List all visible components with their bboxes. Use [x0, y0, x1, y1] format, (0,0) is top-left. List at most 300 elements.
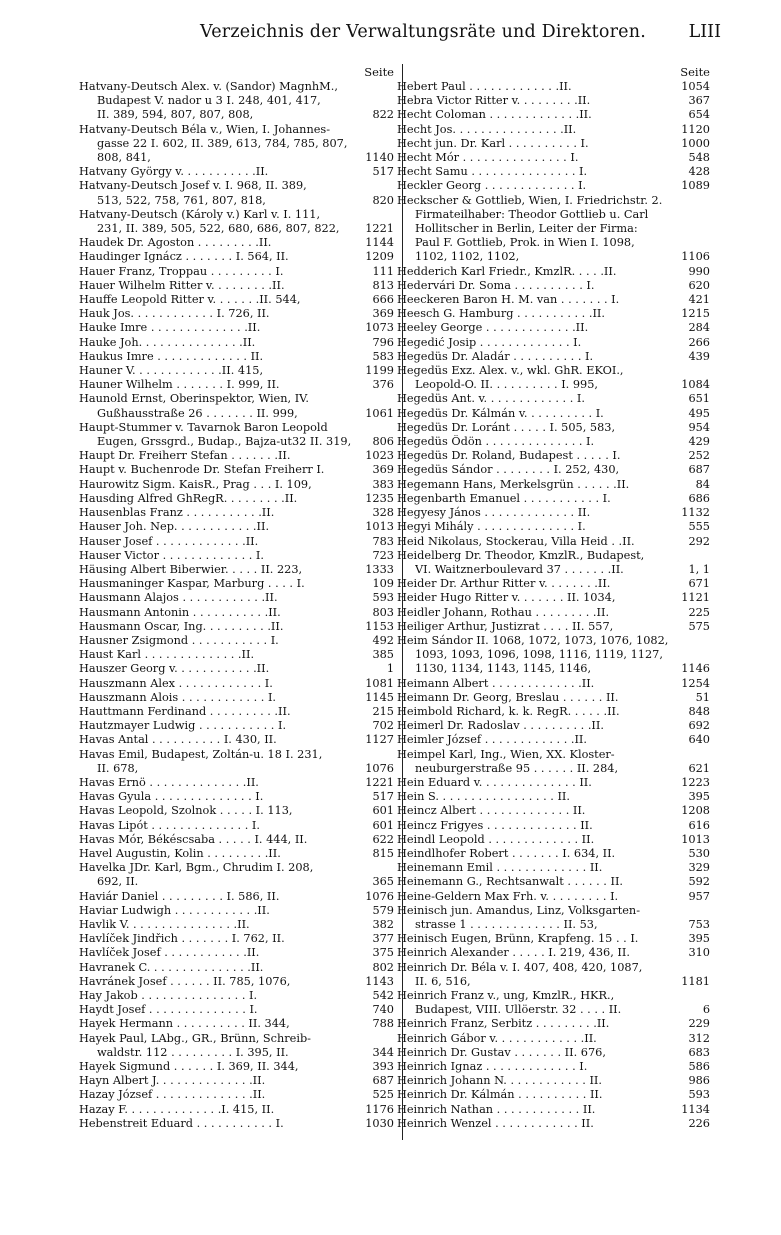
entry-text: Havel Augustin, Kolin . . . . . . . . .II. — [79, 846, 281, 860]
index-entry — [397, 875, 710, 889]
index-entry — [397, 194, 710, 265]
entry-line — [79, 563, 394, 577]
index-entry — [79, 719, 394, 733]
index-entry — [397, 279, 710, 293]
entry-line — [79, 946, 394, 960]
entry-line — [397, 918, 710, 932]
entry-page-ref: 687 — [688, 463, 710, 477]
entry-text: Hauer Wilhelm Ritter v. . . . . . . . .II. — [79, 278, 285, 292]
entry-page-ref — [676, 961, 710, 975]
entry-line — [79, 250, 394, 264]
index-entry — [397, 535, 710, 549]
entry-text: Heiliger Arthur, Justizrat . . . . II. 557, — [397, 619, 614, 633]
entry-line — [397, 563, 710, 577]
index-entry — [397, 620, 710, 634]
entry-line — [397, 989, 710, 1003]
entry-text: Hauszer Georg v. . . . . . . . . . . .II. — [79, 662, 270, 676]
entry-text: Haupt-Stummer v. Tavarnok Baron Leopold — [79, 420, 328, 434]
entry-line — [79, 1088, 394, 1102]
entry-text: Haudek Dr. Agoston . . . . . . . . .II. — [79, 236, 272, 250]
index-entry — [397, 492, 710, 506]
entry-text: Hausner Zsigmond . . . . . . . . . . . I. — [79, 633, 279, 647]
index-entry — [397, 293, 710, 307]
entry-page-ref: 367 — [688, 94, 710, 108]
index-entry — [397, 861, 710, 875]
entry-text: Hausmaninger Kaspar, Marburg . . . . I. — [79, 577, 305, 591]
entry-text: Hein S. . . . . . . . . . . . . . . . . II. — [397, 790, 570, 804]
entry-text: Hebra Victor Ritter v. . . . . . . . .II. — [397, 94, 591, 108]
index-entry — [397, 705, 710, 719]
entry-page-ref: 1073 — [365, 321, 394, 335]
entry-line — [79, 279, 394, 293]
entry-text: Leopold-O. II. . . . . . . . . . I. 995, — [415, 378, 599, 392]
entry-page-ref: 393 — [372, 1060, 394, 1074]
entry-text: 692, II. — [97, 875, 139, 889]
entry-line — [397, 336, 710, 350]
entry-line — [397, 478, 710, 492]
entry-line — [79, 520, 394, 534]
entry-text: Heindl Leopold . . . . . . . . . . . . . II. — [397, 832, 595, 846]
entry-line — [79, 648, 394, 662]
entry-page-ref: 621 — [688, 761, 710, 775]
entry-page-ref — [360, 421, 394, 435]
entry-line — [397, 250, 710, 264]
index-entry — [79, 123, 394, 166]
page-title: Verzeichnis der Verwaltungsräte und Direktoren. — [200, 22, 646, 42]
index-entry — [79, 705, 394, 719]
entry-text: Hauszmann Alex . . . . . . . . . . . . I. — [79, 676, 273, 690]
entry-text: Heeley George . . . . . . . . . . . . .II. — [397, 321, 589, 335]
index-entry — [79, 392, 394, 420]
entry-page-ref: 783 — [372, 534, 394, 548]
entry-text: Havas Mór, Békéscsaba . . . . . I. 444, II. — [79, 832, 308, 846]
entry-line — [79, 421, 394, 435]
index-entry — [397, 80, 710, 94]
entry-text: Hegyi Mihály . . . . . . . . . . . . . . I. — [397, 520, 586, 534]
index-entry — [79, 620, 394, 634]
entry-text: Heinrich Gábor v. . . . . . . . . . . . .II. — [397, 1031, 597, 1045]
entry-line — [397, 208, 710, 222]
entry-page-ref: 753 — [688, 917, 710, 931]
index-entry — [79, 606, 394, 620]
entry-page-ref: 530 — [688, 846, 710, 860]
entry-line — [79, 691, 394, 705]
index-entry — [397, 1103, 710, 1117]
entry-line — [397, 435, 710, 449]
entry-line — [79, 378, 394, 392]
entry-page-ref — [676, 222, 710, 236]
entry-line — [397, 179, 710, 193]
entry-line — [397, 392, 710, 406]
entry-line — [79, 606, 394, 620]
entry-text: Hecht Coloman . . . . . . . . . . . . .II. — [397, 108, 592, 122]
entry-text: Heeckeren Baron H. M. van . . . . . . . I. — [397, 293, 620, 307]
entry-line — [79, 918, 394, 932]
entry-text: Havas Emil, Budapest, Zoltán-u. 18 I. 231, — [79, 747, 323, 761]
entry-line — [397, 492, 710, 506]
entry-line — [79, 847, 394, 861]
entry-text: Heinisch jun. Amandus, Linz, Volksgarten- — [397, 903, 641, 917]
index-entry — [397, 606, 710, 620]
entry-text: Heimpel Karl, Ing., Wien, XX. Kloster- — [397, 747, 615, 761]
index-entry — [79, 179, 394, 207]
entry-text: Haust Karl . . . . . . . . . . . . . .II. — [79, 648, 255, 662]
index-entry — [79, 236, 394, 250]
entry-page-ref: 593 — [688, 1088, 710, 1102]
entry-text: Hecht jun. Dr. Karl . . . . . . . . . . I. — [397, 136, 589, 150]
entry-page-ref: 692 — [688, 719, 710, 733]
index-entry — [397, 634, 710, 677]
entry-page-ref: 803 — [372, 605, 394, 619]
entry-text: Hatvany György v. . . . . . . . . . .II. — [79, 165, 269, 179]
index-entry — [79, 804, 394, 818]
entry-text: Hauser Josef . . . . . . . . . . . . .II. — [79, 534, 259, 548]
entry-page-ref: 1120 — [681, 122, 710, 136]
entry-text: Hedervári Dr. Soma . . . . . . . . . . I. — [397, 278, 595, 292]
entry-page-ref: 671 — [688, 577, 710, 591]
entry-page-ref — [676, 634, 710, 648]
index-entry — [79, 904, 394, 918]
index-entry — [79, 250, 394, 264]
entry-line — [79, 1046, 394, 1060]
entry-text: Hegedüs Ödön . . . . . . . . . . . . . . I. — [397, 435, 595, 449]
index-entry — [397, 364, 710, 392]
index-entry — [397, 463, 710, 477]
entry-text: Hegedüs Exz. Alex. v., wkl. GhR. EKOI., — [397, 364, 624, 378]
index-entry — [79, 1074, 394, 1088]
entry-page-ref: 1235 — [365, 491, 394, 505]
entry-line — [397, 904, 710, 918]
index-entry — [79, 1103, 394, 1117]
entry-line — [397, 350, 710, 364]
entry-page-ref: 820 — [372, 193, 394, 207]
entry-text: Havranek C. . . . . . . . . . . . . . .II. — [79, 960, 264, 974]
entry-line — [79, 634, 394, 648]
entry-line — [79, 449, 394, 463]
entry-text: Hauffe Leopold Ritter v. . . . . . .II. 544, — [79, 293, 301, 307]
entry-line — [79, 591, 394, 605]
entry-line — [397, 407, 710, 421]
entry-text: II. 678, — [97, 761, 139, 775]
entry-text: VI. Waitznerboulevard 37 . . . . . . .II. — [415, 562, 624, 576]
entry-text: Heimann Albert . . . . . . . . . . . . .II. — [397, 676, 595, 690]
entry-page-ref: 395 — [688, 932, 710, 946]
entry-page-ref: 252 — [688, 449, 710, 463]
entry-page-ref: 1076 — [365, 761, 394, 775]
entry-text: Hazay F. . . . . . . . . . . . . .I. 415, II. — [79, 1102, 275, 1116]
index-entry — [79, 591, 394, 605]
entry-page-ref: 439 — [688, 349, 710, 363]
entry-text: Hebenstreit Eduard . . . . . . . . . . . I. — [79, 1116, 284, 1130]
index-entry — [79, 478, 394, 492]
entry-text: Hauszmann Alois . . . . . . . . . . . . I. — [79, 690, 277, 704]
entry-text: Heidelberg Dr. Theodor, KmzlR., Budapest, — [397, 548, 645, 562]
index-entry — [79, 691, 394, 705]
entry-text: 1093, 1093, 1096, 1098, 1116, 1119, 1127, — [415, 648, 663, 662]
entry-text: Haupt Dr. Freiherr Stefan . . . . . . .II. — [79, 449, 291, 463]
entry-page-ref: 616 — [688, 818, 710, 832]
entry-page-ref: 1176 — [365, 1102, 394, 1116]
index-entry — [79, 350, 394, 364]
index-entry — [79, 847, 394, 861]
entry-line — [79, 293, 394, 307]
entry-text: Haviár Daniel . . . . . . . . . I. 586, II. — [79, 889, 280, 903]
index-entry — [79, 662, 394, 676]
entry-page-ref: 1143 — [365, 974, 394, 988]
index-entry — [79, 989, 394, 1003]
entry-line — [79, 577, 394, 591]
entry-text: Hay Jakob . . . . . . . . . . . . . . . I. — [79, 989, 258, 1002]
entry-line — [79, 1003, 394, 1017]
entry-text: Hausding Alfred GhRegR. . . . . . . . .II. — [79, 491, 298, 505]
entry-page-ref: 848 — [688, 704, 710, 718]
entry-line — [397, 591, 710, 605]
entry-line — [79, 165, 394, 179]
index-entry — [79, 1060, 394, 1074]
entry-text: Hedderich Karl Friedr., KmzlR. . . . .II. — [397, 264, 617, 278]
entry-page-ref: 382 — [372, 917, 394, 931]
entry-line — [397, 1046, 710, 1060]
entry-page-ref: 492 — [372, 633, 394, 647]
entry-page-ref: 109 — [372, 577, 394, 591]
entry-line — [397, 847, 710, 861]
page-number: LIII — [688, 22, 721, 42]
entry-text: Hauk Jos. . . . . . . . . . . . I. 726, II. — [79, 307, 270, 321]
entry-text: Gußhausstraße 26 . . . . . . . II. 999, — [97, 406, 298, 420]
entry-text: Hayek Paul, LAbg., GR., Brünn, Schreib- — [79, 1031, 311, 1045]
entry-line — [397, 1103, 710, 1117]
entry-text: 513, 522, 758, 761, 807, 818, — [97, 193, 266, 207]
entry-line — [79, 677, 394, 691]
entry-line — [397, 606, 710, 620]
entry-line — [79, 1032, 394, 1046]
entry-text: Hatvany-Deutsch (Károly v.) Karl v. I. 111, — [79, 207, 321, 221]
index-entry — [79, 364, 394, 378]
entry-page-ref: 215 — [372, 704, 394, 718]
entry-text: Heinrich Nathan . . . . . . . . . . . . II. — [397, 1102, 596, 1116]
entry-text: Havas Leopold, Szolnok . . . . . I. 113, — [79, 804, 293, 818]
entry-text: Haukus Imre . . . . . . . . . . . . . II. — [79, 349, 264, 363]
entry-text: Hatvany-Deutsch Josef v. I. 968, II. 389, — [79, 179, 307, 193]
entry-page-ref — [360, 137, 394, 151]
entry-text: Paul F. Gottlieb, Prok. in Wien I. 1098, — [415, 236, 635, 250]
index-entry — [79, 677, 394, 691]
entry-page-ref — [360, 1032, 394, 1046]
index-entry — [79, 463, 394, 477]
entry-page-ref: 687 — [372, 1074, 394, 1088]
entry-line — [397, 321, 710, 335]
entry-line — [397, 662, 710, 676]
entry-page-ref: 329 — [688, 861, 710, 875]
entry-line — [79, 890, 394, 904]
entry-line — [79, 1103, 394, 1117]
entry-page-ref: 640 — [688, 733, 710, 747]
entry-line — [79, 875, 394, 889]
entry-page-ref: 1144 — [365, 236, 394, 250]
entry-text: Haudinger Ignácz . . . . . . . I. 564, II. — [79, 250, 289, 264]
entry-page-ref: 1081 — [365, 676, 394, 690]
entry-line — [397, 194, 710, 208]
entry-text: Hebert Paul . . . . . . . . . . . . .II. — [397, 80, 572, 93]
entry-text: Havas Ernö . . . . . . . . . . . . . .II. — [79, 775, 259, 789]
entry-text: Haydt Josef . . . . . . . . . . . . . . I. — [79, 1003, 258, 1017]
entry-page-ref: 1209 — [365, 250, 394, 264]
entry-line — [79, 307, 394, 321]
entry-line — [397, 677, 710, 691]
entry-page-ref: 517 — [372, 790, 394, 804]
entry-line — [79, 748, 394, 762]
entry-line — [79, 123, 394, 137]
entry-text: Hayek Hermann . . . . . . . . . . II. 344, — [79, 1017, 290, 1031]
entry-page-ref: 1013 — [681, 832, 710, 846]
entry-line — [397, 1060, 710, 1074]
entry-text: Hatvany-Deutsch Béla v., Wien, I. Johannes- — [79, 122, 331, 136]
entry-page-ref: 686 — [688, 491, 710, 505]
entry-text: Hegedüs Dr. Loránt . . . . . I. 505, 583, — [397, 420, 616, 434]
entry-line — [397, 265, 710, 279]
entry-line — [397, 733, 710, 747]
entry-text: Hatvany-Deutsch Alex. v. (Sandor) MagnhM., — [79, 80, 338, 93]
index-entry — [79, 748, 394, 776]
entry-line — [79, 762, 394, 776]
entry-page-ref: 957 — [688, 889, 710, 903]
page-header — [0, 22, 781, 48]
index-entry — [79, 293, 394, 307]
entry-line — [79, 819, 394, 833]
entry-text: Hecht Jos. . . . . . . . . . . . . . . .II. — [397, 122, 577, 136]
index-entry — [397, 123, 710, 137]
entry-line — [397, 705, 710, 719]
entry-line — [397, 307, 710, 321]
index-entry — [79, 946, 394, 960]
entry-text: Eugen, Grssgrd., Budap., Bajza-ut32 II. 319, — [97, 435, 352, 449]
entry-page-ref: 651 — [688, 392, 710, 406]
entry-line — [79, 833, 394, 847]
entry-line — [79, 904, 394, 918]
entry-line — [79, 620, 394, 634]
entry-page-ref: 383 — [372, 477, 394, 491]
entry-line — [79, 80, 394, 94]
entry-text: Heinemann Emil . . . . . . . . . . . . . II. — [397, 861, 603, 875]
entry-page-ref: 1132 — [681, 506, 710, 520]
entry-text: Heinrich Dr. Béla v. I. 407, 408, 420, 1087, — [397, 960, 643, 974]
index-entry — [397, 932, 710, 946]
entry-page-ref: 954 — [688, 420, 710, 434]
entry-page-ref: 1076 — [365, 889, 394, 903]
entry-text: Hausmann Oscar, Ing. . . . . . . . . .II. — [79, 619, 284, 633]
index-entry — [397, 946, 710, 960]
entry-page-ref: 1000 — [681, 136, 710, 150]
entry-page-ref: 601 — [372, 804, 394, 818]
entry-line — [397, 1088, 710, 1102]
entry-page-ref: 428 — [688, 165, 710, 179]
entry-page-ref: 344 — [372, 1045, 394, 1059]
entry-line — [397, 1003, 710, 1017]
entry-line — [79, 932, 394, 946]
entry-text: Heesch G. Hamburg . . . . . . . . . . .II. — [397, 307, 605, 321]
entry-page-ref: 1221 — [365, 775, 394, 789]
entry-text: Budapest V. nador u 3 I. 248, 401, 417, — [97, 94, 321, 108]
entry-page-ref: 375 — [372, 946, 394, 960]
entry-text: Heine-Geldern Max Frh. v. . . . . . . . . I. — [397, 889, 619, 903]
index-entry — [79, 918, 394, 932]
entry-page-ref: 517 — [372, 165, 394, 179]
entry-line — [397, 1032, 710, 1046]
entry-page-ref — [360, 179, 394, 193]
entry-line — [397, 421, 710, 435]
index-entry — [79, 336, 394, 350]
entry-page-ref: 1153 — [365, 619, 394, 633]
entry-page-ref: 702 — [372, 719, 394, 733]
index-entry — [397, 1032, 710, 1046]
entry-page-ref: 1 — [386, 662, 394, 676]
entry-text: Havlíček Josef . . . . . . . . . . . .II. — [79, 946, 260, 960]
entry-text: Hauser Joh. Nep. . . . . . . . . . . .II. — [79, 520, 270, 534]
entry-line — [397, 819, 710, 833]
entry-line — [79, 975, 394, 989]
entry-text: Hauer Franz, Troppau . . . . . . . . . I. — [79, 264, 284, 278]
entry-text: II. 6, 516, — [415, 974, 471, 988]
index-entry — [79, 975, 394, 989]
entry-page-ref: 1208 — [681, 804, 710, 818]
index-entry — [79, 563, 394, 577]
entry-line — [79, 364, 394, 378]
entry-page-ref: 229 — [688, 1017, 710, 1031]
entry-page-ref: 1215 — [681, 307, 710, 321]
entry-page-ref: 365 — [372, 875, 394, 889]
entry-page-ref — [360, 392, 394, 406]
entry-page-ref: 788 — [372, 1017, 394, 1031]
entry-text: gasse 22 I. 602, II. 389, 613, 784, 785, 807, — [97, 136, 348, 150]
entry-page-ref: 802 — [372, 960, 394, 974]
entry-text: Hauner Wilhelm . . . . . . . I. 999, II. — [79, 378, 280, 392]
index-entry — [397, 520, 710, 534]
entry-text: Hegedüs Sándor . . . . . . . . I. 252, 430, — [397, 463, 620, 477]
index-entry — [79, 492, 394, 506]
entry-page-ref: 1061 — [365, 406, 394, 420]
entry-text: Heimler József . . . . . . . . . . . . .II. — [397, 733, 587, 747]
entry-text: Heimann Dr. Georg, Breslau . . . . . . II. — [397, 690, 619, 704]
entry-line — [79, 1060, 394, 1074]
entry-text: Hegemann Hans, Merkelsgrün . . . . . .II. — [397, 477, 630, 491]
entry-text: Havelka JDr. Karl, Bgm., Chrudim I. 208, — [79, 861, 314, 875]
right-column — [397, 64, 710, 1140]
index-entry — [397, 151, 710, 165]
entry-page-ref: 84 — [695, 477, 710, 491]
index-entry — [397, 179, 710, 193]
entry-line — [79, 407, 394, 421]
index-entry — [79, 890, 394, 904]
entry-page-ref: 986 — [688, 1074, 710, 1088]
entry-line — [397, 620, 710, 634]
index-entry — [79, 790, 394, 804]
entry-line — [79, 492, 394, 506]
entry-text: 231, II. 389, 505, 522, 680, 686, 807, 822, — [97, 222, 340, 236]
index-entry — [79, 577, 394, 591]
entry-line — [79, 463, 394, 477]
entry-page-ref: 1054 — [681, 80, 710, 93]
entry-line — [79, 705, 394, 719]
entry-line — [397, 932, 710, 946]
entry-line — [397, 1017, 710, 1031]
entry-page-ref: 292 — [688, 534, 710, 548]
entry-page-ref — [676, 904, 710, 918]
entry-text: Heid Nikolaus, Stockerau, Villa Heid . .II. — [397, 534, 635, 548]
entry-line — [397, 506, 710, 520]
entry-line — [397, 80, 710, 94]
entry-page-ref — [360, 861, 394, 875]
entry-page-ref — [360, 748, 394, 762]
